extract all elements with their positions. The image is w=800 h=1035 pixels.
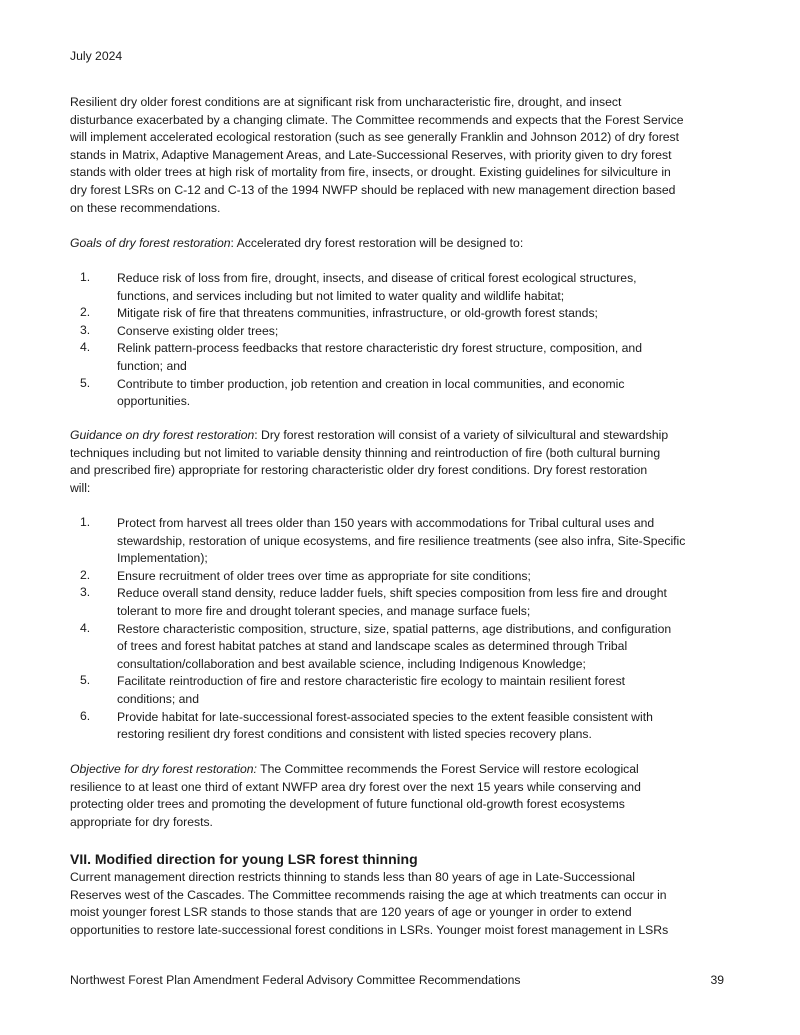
- line-text: disturbance exacerbated by a changing climate. The Committee recommends and expects that the Forest Service: [70, 112, 684, 127]
- list-item-line: Conserve existing older trees;: [117, 323, 279, 338]
- list-number: 3.: [80, 585, 91, 600]
- goals-paragraph: [70, 235, 760, 253]
- text-line: [70, 869, 760, 887]
- line-text: Resilient dry older forest conditions are at significant risk from uncharacteristic fire, drought, and insect: [70, 95, 622, 109]
- list-number: 1.: [80, 515, 91, 529]
- list-item-line: Reduce overall stand density, reduce ladder fuels, shift species composition from less fire and drought: [117, 586, 667, 601]
- text-line: [70, 904, 760, 922]
- line-text: The Committee recommends the Forest Service will restore ecological: [256, 762, 639, 776]
- list-number: 5.: [80, 673, 91, 688]
- section-heading: VII. Modified direction for young LSR forest thinning: [70, 851, 418, 867]
- line-text: and prescribed fire) appropriate for restoring characteristic older dry forest conditions. Dry forest restoration: [70, 463, 648, 478]
- text-line: [70, 796, 760, 814]
- text-line: [70, 462, 760, 480]
- list-item-line: Ensure recruitment of older trees over time as appropriate for site conditions;: [117, 568, 531, 583]
- list-number: 3.: [80, 322, 91, 337]
- line-text: dry forest LSRs on C-12 and C-13 of the 1994 NWFP should be replaced with new management direction based: [70, 182, 676, 197]
- list-item-line: functions, and services including but not limited to water quality and wildlife habitat;: [117, 288, 565, 303]
- list-item-line: Restore characteristic composition, structure, size, spatial patterns, age distributions, and configuration: [117, 621, 672, 636]
- list-item-line: Contribute to timber production, job retention and creation in local communities, and economic: [117, 376, 625, 391]
- list-item: [70, 323, 760, 341]
- list-item: [70, 270, 760, 305]
- list-item: [70, 709, 760, 744]
- list-item-line: of trees and forest habitat patches at stand and landscape scales as determined through Tribal: [117, 639, 628, 654]
- list-item-line: restoring resilient dry forest conditions and consistent with listed species recovery plans.: [117, 727, 592, 742]
- goals-list: [70, 270, 760, 411]
- line-text: : Dry forest restoration will consist of a variety of silvicultural and stewardship: [254, 428, 669, 442]
- line-text: resilience to at least one third of extant NWFP area dry forest over the next 15 years while conserving and: [70, 779, 641, 794]
- line-text: stands in Matrix, Adaptive Management Areas, and Late-Successional Reserves, with priority given to dry forest: [70, 147, 672, 162]
- list-item: [70, 340, 760, 375]
- list-number: 1.: [80, 270, 91, 284]
- text-line: [70, 887, 760, 905]
- text-line: [70, 445, 760, 463]
- italic-lead: Guidance on dry forest restoration: [70, 428, 255, 442]
- line-text: will implement accelerated ecological restoration (such as see generally Franklin and Johnson 2012) of dry forest: [70, 130, 680, 145]
- list-item-line: Provide habitat for late-successional forest-associated species to the extent feasible consistent with: [117, 709, 653, 724]
- guidance-list: [70, 515, 760, 744]
- text-line: [70, 147, 760, 165]
- list-number: 6.: [80, 708, 91, 723]
- text-line: [70, 779, 760, 797]
- list-number: 2.: [80, 567, 91, 582]
- line-text: : Accelerated dry forest restoration will be designed to:: [230, 236, 524, 250]
- line-text: stands with older trees at high risk of mortality from fire, insects, or drought. Existing guidelines for silviculture in: [70, 165, 671, 180]
- italic-lead: Objective for dry forest restoration:: [70, 762, 257, 776]
- header-date: [70, 48, 760, 66]
- text-line: [70, 164, 760, 182]
- list-item-line: Relink pattern-process feedbacks that restore characteristic dry forest structure, composition, and: [117, 341, 642, 356]
- line-text: appropriate for dry forests.: [70, 814, 213, 829]
- list-item-line: stewardship, restoration of unique ecosystems, and fire resilience treatments (see also infra, Site-Specific: [117, 533, 686, 548]
- line-text: Current management direction restricts thinning to stands less than 80 years of age in Late-Successional: [70, 870, 635, 884]
- text-line: [70, 112, 760, 130]
- footer-title: Northwest Forest Plan Amendment Federal Advisory Committee Recommendations: [70, 973, 521, 987]
- text-line: [70, 480, 760, 498]
- list-number: 4.: [80, 620, 91, 635]
- section-vii: [70, 849, 760, 939]
- text-line: [70, 200, 760, 218]
- list-number: 4.: [80, 340, 91, 355]
- list-item: [70, 568, 760, 586]
- line-text: will:: [70, 480, 91, 495]
- list-item: [70, 376, 760, 411]
- list-item-line: conditions; and: [117, 691, 199, 706]
- date-text: July 2024: [70, 49, 123, 63]
- list-item-line: consultation/collaboration and best available science, including Indigenous Knowledge;: [117, 656, 586, 671]
- text-line: [70, 182, 760, 200]
- list-item-line: opportunities.: [117, 394, 191, 409]
- list-item-line: Reduce risk of loss from fire, drought, insects, and disease of critical forest ecological structures,: [117, 271, 637, 285]
- line-text: protecting older trees and promoting the development of future functional old-growth forest ecosystems: [70, 797, 625, 812]
- text-line: [70, 814, 760, 832]
- line-text: Reserves west of the Cascades. The Committee recommends raising the age at which treatments can occur in: [70, 887, 667, 902]
- list-item-line: Facilitate reintroduction of fire and restore characteristic fire ecology to maintain resilient forest: [117, 674, 626, 689]
- intro-paragraph: [70, 94, 760, 217]
- list-item: [70, 621, 760, 674]
- list-item: [70, 515, 760, 568]
- text-line: [70, 94, 760, 112]
- list-item: [70, 305, 760, 323]
- objective-paragraph: [70, 761, 760, 831]
- guidance-paragraph: [70, 427, 760, 497]
- list-item-line: Mitigate risk of fire that threatens communities, infrastructure, or old-growth forest stands;: [117, 306, 598, 321]
- line-text: moist younger forest LSR stands to those stands that are 120 years of age or younger in order to extend: [70, 905, 632, 920]
- text-line: [70, 235, 760, 253]
- page-number: 39: [710, 973, 724, 987]
- list-item-line: Implementation);: [117, 551, 208, 566]
- line-text: on these recommendations.: [70, 200, 221, 215]
- page-footer: [70, 971, 724, 989]
- text-line: [70, 761, 760, 779]
- line-text: opportunities to restore late-successional forest conditions in LSRs. Younger moist forest management in LSRs: [70, 922, 669, 937]
- italic-lead: Goals of dry forest restoration: [70, 236, 231, 250]
- text-line: [70, 129, 760, 147]
- list-item-line: function; and: [117, 358, 187, 373]
- list-item-line: tolerant to more fire and drought tolerant species, and manage surface fuels;: [117, 603, 531, 618]
- list-item-line: Protect from harvest all trees older than 150 years with accommodations for Tribal cultural uses and: [117, 516, 655, 530]
- line-text: techniques including but not limited to variable density thinning and reintroduction of fire (both cultural burning: [70, 445, 661, 460]
- list-number: 5.: [80, 375, 91, 390]
- list-number: 2.: [80, 305, 91, 320]
- text-line: [70, 427, 760, 445]
- section-paragraph: [70, 869, 760, 939]
- list-item: [70, 673, 760, 708]
- list-item: [70, 585, 760, 620]
- text-line: [70, 922, 760, 940]
